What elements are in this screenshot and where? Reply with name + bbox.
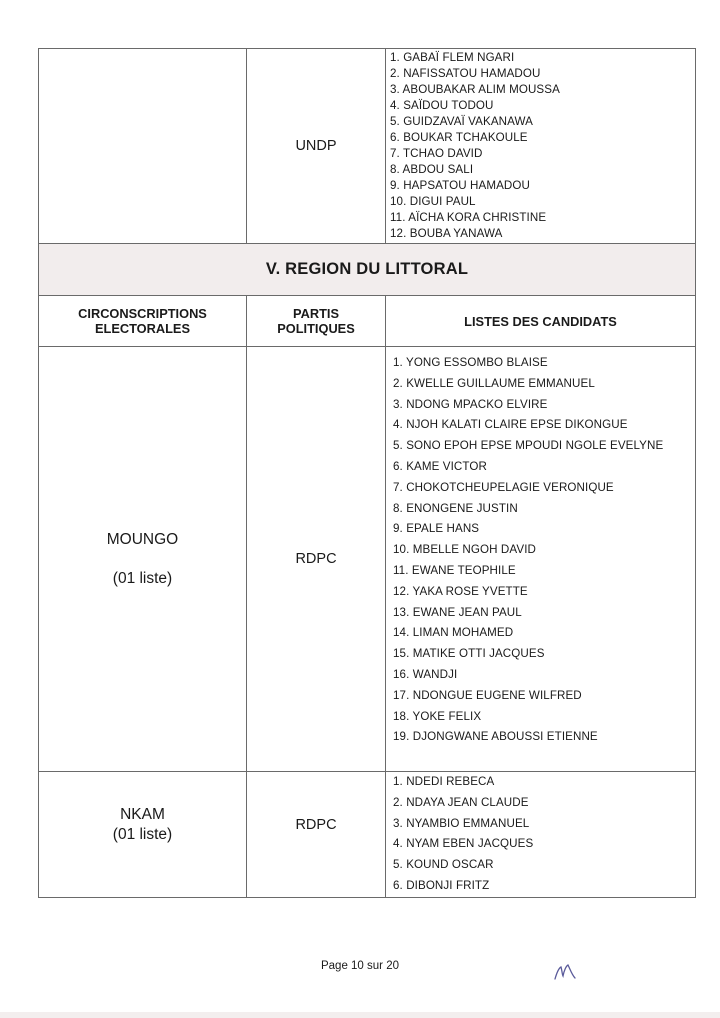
candidate-item: 1. GABAÏ FLEM NGARI <box>390 51 515 64</box>
candidate-item: 5. KOUND OSCAR <box>393 858 494 872</box>
header-text: ELECTORALES <box>94 321 191 336</box>
candidate-item: 10. MBELLE NGOH DAVID <box>393 543 536 557</box>
table-row-moungo <box>39 347 696 772</box>
candidate-item: 1. YONG ESSOMBO BLAISE <box>393 356 548 369</box>
candidate-item: 6. BOUKAR TCHAKOULE <box>390 131 528 144</box>
region-header-row <box>39 244 696 296</box>
header-text: CIRCONSCRIPTIONS <box>78 306 207 321</box>
candidate-item: 2. NAFISSATOU HAMADOU <box>390 67 541 80</box>
party-name: UNDP <box>295 138 337 154</box>
candidate-list <box>386 772 695 897</box>
candidate-list <box>386 353 695 748</box>
constituency-name: MOUNGO <box>106 530 179 548</box>
candidate-item: 19. DJONGWANE ABOUSSI ETIENNE <box>393 730 598 744</box>
candidate-item: 11. EWANE TEOPHILE <box>393 563 516 577</box>
candidate-item: 5. GUIDZAVAÏ VAKANAWA <box>390 115 533 128</box>
candidate-item: 14. LIMAN MOHAMED <box>393 626 514 640</box>
candidate-list-cell <box>386 49 696 244</box>
candidate-item: 4. SAÏDOU TODOU <box>390 99 494 112</box>
column-header-row <box>39 296 696 347</box>
candidates-table <box>38 48 696 898</box>
header-partis <box>247 296 386 347</box>
candidate-item: 10. DIGUI PAUL <box>390 195 476 208</box>
region-title: V. REGION DU LITTORAL <box>39 244 696 296</box>
party-cell <box>247 772 386 898</box>
constituency-list-count: (01 liste) <box>112 569 173 587</box>
handwritten-initials <box>552 962 580 982</box>
candidate-item: 4. NYAM EBEN JACQUES <box>393 837 534 851</box>
page-number: Page 10 sur 20 <box>320 960 399 972</box>
candidate-item: 3. NYAMBIO EMMANUEL <box>393 816 530 830</box>
header-text: LISTES DES CANDIDATS <box>464 313 617 329</box>
candidate-list-cell <box>386 772 696 898</box>
candidate-item: 12. BOUBA YANAWA <box>390 227 503 240</box>
party-name: RDPC <box>295 817 337 834</box>
constituency-name: NKAM <box>120 806 165 824</box>
candidate-item: 7. TCHAO DAVID <box>390 147 483 160</box>
candidate-list <box>386 50 695 242</box>
candidate-item: 8. ENONGENE JUSTIN <box>393 501 518 515</box>
candidate-item: 5. SONO EPOH EPSE MPOUDI NGOLE EVELYNE <box>393 439 664 453</box>
candidate-item: 6. DIBONJI FRITZ <box>393 878 490 892</box>
candidate-item: 3. ABOUBAKAR ALIM MOUSSA <box>390 83 560 96</box>
candidate-item: 16. WANDJI <box>393 667 458 681</box>
candidate-item: 3. NDONG MPACKO ELVIRE <box>393 397 548 411</box>
candidate-item: 11. AÏCHA KORA CHRISTINE <box>390 211 547 224</box>
constituency-cell <box>39 347 247 772</box>
candidate-item: 2. NDAYA JEAN CLAUDE <box>393 795 529 809</box>
party-name: RDPC <box>295 551 337 567</box>
candidate-item: 13. EWANE JEAN PAUL <box>393 605 522 619</box>
constituency-cell-empty <box>39 49 247 244</box>
candidate-item: 8. ABDOU SALI <box>390 163 474 176</box>
header-text: PARTIS <box>293 306 339 321</box>
constituency-cell <box>39 772 247 898</box>
candidate-item: 6. KAME VICTOR <box>393 459 487 473</box>
candidate-item: 1. NDEDI REBECA <box>393 775 495 788</box>
candidate-item: 17. NDONGUE EUGENE WILFRED <box>393 688 582 702</box>
constituency-list-count: (01 liste) <box>112 826 173 844</box>
party-cell <box>247 49 386 244</box>
candidate-item: 18. YOKE FELIX <box>393 709 482 723</box>
candidate-item: 15. MATIKE OTTI JACQUES <box>393 647 545 661</box>
candidate-list-cell <box>386 347 696 772</box>
page-bottom-edge <box>0 1012 720 1018</box>
header-text: POLITIQUES <box>277 321 355 336</box>
candidate-item: 12. YAKA ROSE YVETTE <box>393 584 528 598</box>
candidate-item: 4. NJOH KALATI CLAIRE EPSE DIKONGUE <box>393 418 628 432</box>
candidate-item: 2. KWELLE GUILLAUME EMMANUEL <box>393 376 595 390</box>
header-circonscriptions <box>39 296 247 347</box>
candidate-item: 7. CHOKOTCHEUPELAGIE VERONIQUE <box>393 480 614 494</box>
candidate-item: 9. EPALE HANS <box>393 522 480 536</box>
candidate-item: 9. HAPSATOU HAMADOU <box>390 179 530 192</box>
table-row-undp <box>39 49 696 244</box>
table-row-nkam <box>39 772 696 898</box>
header-listes <box>386 296 696 347</box>
party-cell <box>247 347 386 772</box>
